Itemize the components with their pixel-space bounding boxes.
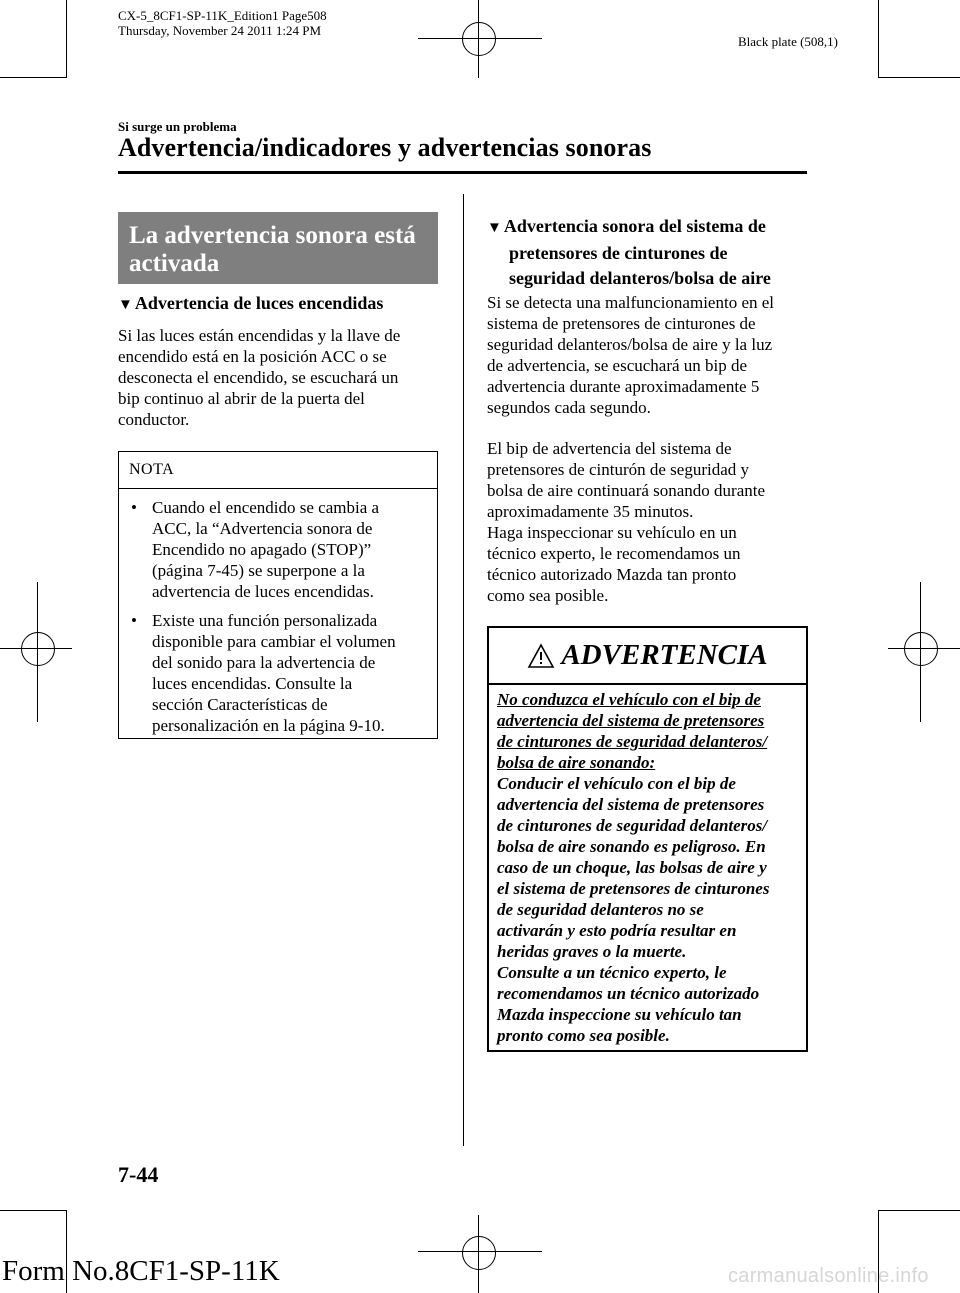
watermark: carmanualsonline.info: [728, 1265, 929, 1287]
section-kicker: Si surge un problema: [118, 119, 237, 134]
crop-mark: [0, 77, 66, 78]
text-line: disponible para cambiar el volumen: [152, 632, 396, 651]
text-line: personalización en la página 9-10.: [152, 716, 385, 735]
bullet-icon: •: [131, 611, 137, 630]
text-line: técnico experto, le recomendamos un: [487, 544, 741, 563]
paragraph-luces: [118, 325, 448, 430]
warning-underlined-line: No conduzca el vehículo con el bip de: [497, 690, 761, 709]
subhead-luces: [118, 291, 383, 318]
text-line: como sea posible.: [487, 586, 609, 605]
warning-text: [497, 689, 802, 1046]
title-rule: [118, 171, 807, 174]
warning-triangle-icon: [527, 643, 555, 669]
text-line: sistema de pretensores de cinturones de: [487, 314, 756, 333]
text-line: del sonido para la advertencia de: [152, 653, 376, 672]
text-line: desconecta el encendido, se escuchará un: [118, 368, 399, 387]
text-line: Si las luces están encendidas y la llave de: [118, 326, 401, 345]
plate-label: Black plate (508,1): [738, 34, 838, 49]
file-info-line: CX-5_8CF1-SP-11K_Edition1 Page508: [118, 8, 327, 23]
text-line: El bip de advertencia del sistema de: [487, 439, 732, 458]
text-line: advertencia durante aproximadamente 5: [487, 377, 760, 396]
text-line: Haga inspeccionar su vehículo en un: [487, 523, 737, 542]
warning-line: caso de un choque, las bolsas de aire y: [497, 858, 767, 877]
text-line: Cuando el encendido se cambia a: [152, 498, 380, 517]
subhead-pretensores: [487, 214, 817, 291]
text-line: seguridad delanteros/bolsa de aire y la luz: [487, 335, 773, 354]
text-line: (página 7-45) se superpone a la: [152, 561, 365, 580]
warning-label: ADVERTENCIA: [561, 639, 768, 671]
warning-line: Mazda inspeccione su vehículo tan: [497, 1005, 742, 1024]
text-line: encendido está en la posición ACC o se: [118, 347, 387, 366]
warning-underlined-line: de cinturones de seguridad delanteros/: [497, 732, 768, 751]
topic-title-line: activada: [129, 250, 220, 277]
crop-mark: [66, 0, 67, 78]
text-line: segundos cada segundo.: [487, 398, 651, 417]
warning-rule: [489, 683, 806, 685]
warning-line: pronto como sea posible.: [497, 1026, 670, 1045]
text-line: técnico autorizado Mazda tan pronto: [487, 565, 737, 584]
text-line: Encendido no apagado (STOP)”: [152, 540, 372, 559]
warning-header: [489, 628, 806, 683]
text-line: pretensores de cinturón de seguridad y: [487, 460, 749, 479]
column-divider: [463, 194, 464, 1146]
nota-item: [128, 497, 428, 602]
nota-box: [118, 451, 438, 739]
text-line: aproximadamente 35 minutos.: [487, 502, 694, 521]
text-line: advertencia de luces encendidas.: [152, 582, 374, 601]
warning-line: bolsa de aire sonando es peligroso. En: [497, 837, 766, 856]
warning-line: activarán y esto podría resultar en: [497, 921, 737, 940]
text-line: bolsa de aire continuará sonando durante: [487, 481, 766, 500]
topic-title-box: [118, 212, 438, 284]
warning-line: recomendamos un técnico autorizado: [497, 984, 760, 1003]
text-line: ACC, la “Advertencia sonora de: [152, 519, 373, 538]
text-line: conductor.: [118, 410, 190, 429]
file-info-line: Thursday, November 24 2011 1:24 PM: [118, 23, 322, 38]
subhead-line: pretensores de cinturones de: [509, 243, 728, 263]
file-info: [118, 8, 327, 38]
warning-line: Conducir el vehículo con el bip de: [497, 774, 736, 793]
bullet-icon: •: [131, 498, 137, 517]
warning-box: [487, 626, 808, 1052]
crop-mark: [879, 77, 960, 78]
warning-line: el sistema de pretensores de cinturones: [497, 879, 770, 898]
triangle-marker-icon: ▼: [487, 220, 502, 236]
text-line: bip continuo al abrir de la puerta del: [118, 389, 365, 408]
triangle-marker-icon: ▼: [118, 297, 133, 313]
text-line: Si se detecta una malfuncionamiento en el: [487, 293, 775, 312]
text-line: de advertencia, se escuchará un bip de: [487, 356, 748, 375]
form-number: Form No.8CF1-SP-11K: [2, 1255, 280, 1287]
crop-mark: [878, 0, 879, 78]
chapter-title: Advertencia/indicadores y advertencias sonoras: [118, 133, 652, 162]
paragraph-pretensores-2: [487, 438, 817, 606]
crop-mark: [0, 1210, 66, 1211]
nota-rule: [119, 488, 437, 489]
warning-line: Consulte a un técnico experto, le: [497, 963, 727, 982]
crop-mark: [879, 1210, 960, 1211]
warning-line: de seguridad delanteros no se: [497, 900, 704, 919]
text-line: luces encendidas. Consulte la: [152, 674, 353, 693]
subhead-line: seguridad delanteros/bolsa de aire: [509, 268, 771, 288]
nota-list: [128, 492, 428, 744]
warning-line: heridas graves o la muerte.: [497, 942, 687, 961]
warning-line: advertencia del sistema de pretensores: [497, 795, 765, 814]
page-number: 7-44: [118, 1162, 159, 1187]
text-line: Existe una función personalizada: [152, 611, 378, 630]
topic-title-line: La advertencia sonora está: [129, 222, 416, 249]
warning-line: de cinturones de seguridad delanteros/: [497, 816, 768, 835]
warning-underlined-line: advertencia del sistema de pretensores: [497, 711, 765, 730]
nota-title: NOTA: [129, 461, 175, 478]
nota-item: [128, 610, 428, 736]
subhead-text: Advertencia de luces encendidas: [134, 293, 384, 313]
paragraph-pretensores-1: [487, 292, 817, 418]
warning-underlined-line: bolsa de aire sonando:: [497, 753, 656, 772]
text-line: sección Características de: [152, 695, 328, 714]
subhead-line: ▼ Advertencia sonora del sistema de: [487, 216, 766, 236]
